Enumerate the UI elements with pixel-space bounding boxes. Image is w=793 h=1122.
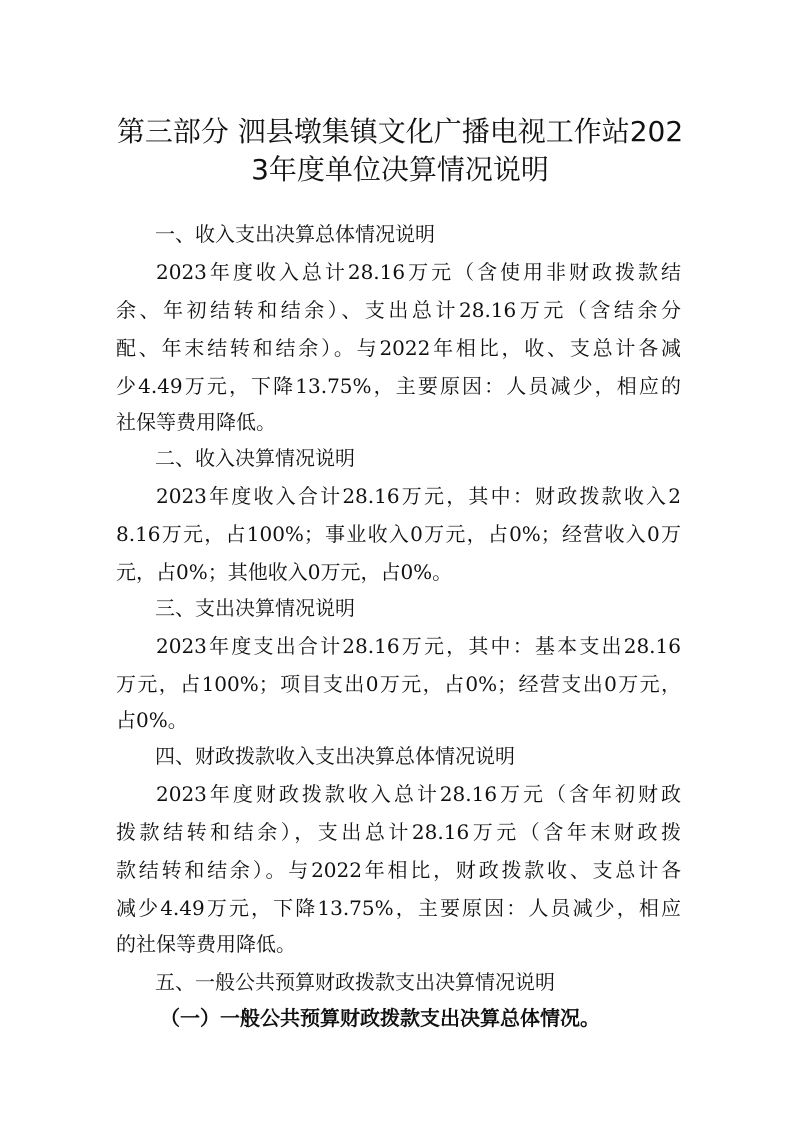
subsection-heading-5-1: （一）一般公共预算财政拨款支出决算总体情况。: [160, 1006, 600, 1030]
section-heading-2: 二、收入决算情况说明: [155, 446, 355, 470]
section-3-line-3: 占0%。: [116, 708, 188, 732]
section-2-line-1: 2023年度收入合计28.16万元，其中：财政拨款收入2: [156, 484, 681, 508]
section-heading-1: 一、收入支出决算总体情况说明: [155, 222, 435, 246]
section-4-line-4: 减少4.49万元，下降13.75%，主要原因：人员减少，相应: [116, 896, 681, 920]
section-1-line-3: 配、年末结转和结余）。与2022年相比，收、支总计各减: [116, 336, 681, 360]
section-heading-4: 四、财政拨款收入支出决算总体情况说明: [155, 744, 515, 768]
section-4-line-3: 款结转和结余）。与2022年相比，财政拨款收、支总计各: [116, 858, 681, 882]
document-title-line-1: 第三部分 泗县墩集镇文化广播电视工作站202: [116, 115, 684, 148]
section-heading-5: 五、一般公共预算财政拨款支出决算情况说明: [155, 970, 555, 994]
section-3-line-1: 2023年度支出合计28.16万元，其中：基本支出28.16: [156, 634, 681, 658]
section-1-line-5: 社保等费用降低。: [116, 410, 276, 434]
document-title-line-2: 3年度单位决算情况说明: [251, 153, 549, 186]
section-2-line-3: 元，占0%；其他收入0万元，占0%。: [116, 560, 453, 584]
section-4-line-5: 的社保等费用降低。: [116, 932, 296, 956]
section-heading-3: 三、支出决算情况说明: [155, 596, 355, 620]
section-4-line-2: 拨款结转和结余），支出总计28.16万元（含年末财政拨: [116, 820, 681, 844]
section-2-line-2: 8.16万元，占100%；事业收入0万元，占0%；经营收入0万: [116, 522, 681, 546]
section-1-line-1: 2023年度收入总计28.16万元（含使用非财政拨款结: [156, 260, 681, 284]
section-3-line-2: 万元，占100%；项目支出0万元，占0%；经营支出0万元，: [116, 672, 681, 696]
section-4-line-1: 2023年度财政拨款收入总计28.16万元（含年初财政: [156, 782, 681, 806]
section-1-line-2: 余、年初结转和结余）、支出总计28.16万元（含结余分: [116, 298, 681, 322]
section-1-line-4: 少4.49万元，下降13.75%，主要原因：人员减少，相应的: [116, 374, 681, 398]
